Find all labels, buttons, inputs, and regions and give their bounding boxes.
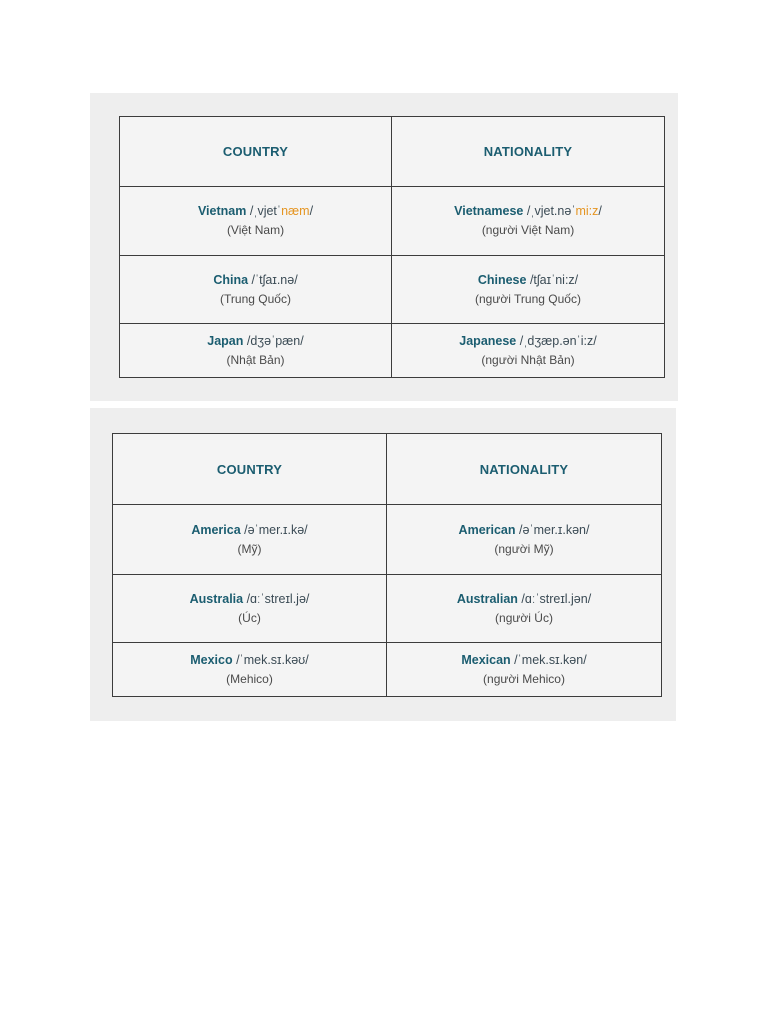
country-nationality-table-2 [112, 433, 662, 697]
vocab-panel-1 [90, 93, 678, 401]
nationality-word: Chinese [477, 272, 527, 287]
country-cell [113, 575, 387, 643]
country-nationality-table-1 [119, 116, 665, 378]
nationality-meaning: (người Úc) [495, 610, 553, 625]
table-row [113, 643, 662, 697]
vocab-panel-2 [90, 408, 676, 721]
country-word: Japan [207, 333, 244, 348]
country-meaning: (Việt Nam) [226, 223, 285, 237]
country-cell [120, 324, 392, 378]
nationality-word: Australian [456, 591, 518, 606]
nationality-meaning: (người Việt Nam) [481, 223, 575, 237]
country-cell [113, 505, 387, 575]
nationality-header: NATIONALITY [387, 434, 662, 505]
country-ipa: /ˈtʃaɪ.nə/ [248, 272, 298, 287]
country-cell [113, 643, 387, 697]
country-meaning: (Mehico) [226, 671, 273, 686]
country-cell [120, 256, 392, 324]
country-word: Australia [189, 591, 244, 606]
table-row [120, 256, 665, 324]
country-ipa: /əˈmer.ɪ.kə/ [240, 522, 308, 537]
nationality-ipa: /tʃaɪˈni:z/ [526, 272, 579, 287]
table-row [113, 505, 662, 575]
stress-highlight: mi:z [575, 204, 599, 218]
country-meaning: (Nhật Bản) [226, 352, 285, 367]
nationality-ipa: /ɑːˈstreɪl.jən/ [517, 591, 592, 606]
country-word: Mexico [190, 652, 233, 667]
nationality-meaning: (người Trung Quốc) [475, 291, 581, 306]
nationality-ipa: /ˌvjet.nəˈmi:z/ [523, 204, 602, 218]
nationality-word: American [458, 522, 516, 537]
nationality-cell [387, 643, 662, 697]
nationality-word: Japanese [459, 333, 517, 348]
table-row [113, 575, 662, 643]
nationality-meaning: (người Mỹ) [494, 541, 554, 556]
country-meaning: (Mỹ) [237, 541, 262, 556]
country-word: China [213, 272, 249, 287]
country-header: COUNTRY [120, 117, 392, 187]
country-meaning: (Úc) [238, 610, 261, 625]
country-cell [120, 187, 392, 256]
country-ipa: /ˈmek.sɪ.kəʊ/ [232, 652, 309, 667]
table-row [120, 187, 665, 256]
country-ipa: /dʒəˈpæn/ [243, 333, 304, 348]
nationality-meaning: (người Mehico) [483, 671, 565, 686]
nationality-ipa: /ˈmek.sɪ.kən/ [510, 652, 587, 667]
country-ipa: /ɑːˈstreɪl.jə/ [243, 591, 310, 606]
nationality-cell [387, 575, 662, 643]
country-meaning: (Trung Quốc) [220, 291, 291, 306]
country-word: Vietnam [197, 204, 247, 218]
country-word: America [191, 522, 241, 537]
nationality-word: Mexican [461, 652, 511, 667]
nationality-cell [392, 187, 665, 256]
nationality-cell [392, 324, 665, 378]
nationality-cell [392, 256, 665, 324]
nationality-word: Vietnamese [454, 204, 524, 218]
table-row [120, 324, 665, 378]
nationality-ipa: /əˈmer.ɪ.kən/ [515, 522, 590, 537]
country-ipa: /ˌvjetˈnæm/ [246, 204, 314, 218]
nationality-ipa: /ˌdʒæp.ənˈi:z/ [516, 333, 597, 348]
stress-highlight: næm [281, 204, 310, 218]
nationality-meaning: (người Nhật Bản) [481, 352, 575, 367]
nationality-cell [387, 505, 662, 575]
country-header: COUNTRY [113, 434, 387, 505]
table-header-row [120, 117, 665, 187]
nationality-header: NATIONALITY [392, 117, 665, 187]
table-header-row [113, 434, 662, 505]
